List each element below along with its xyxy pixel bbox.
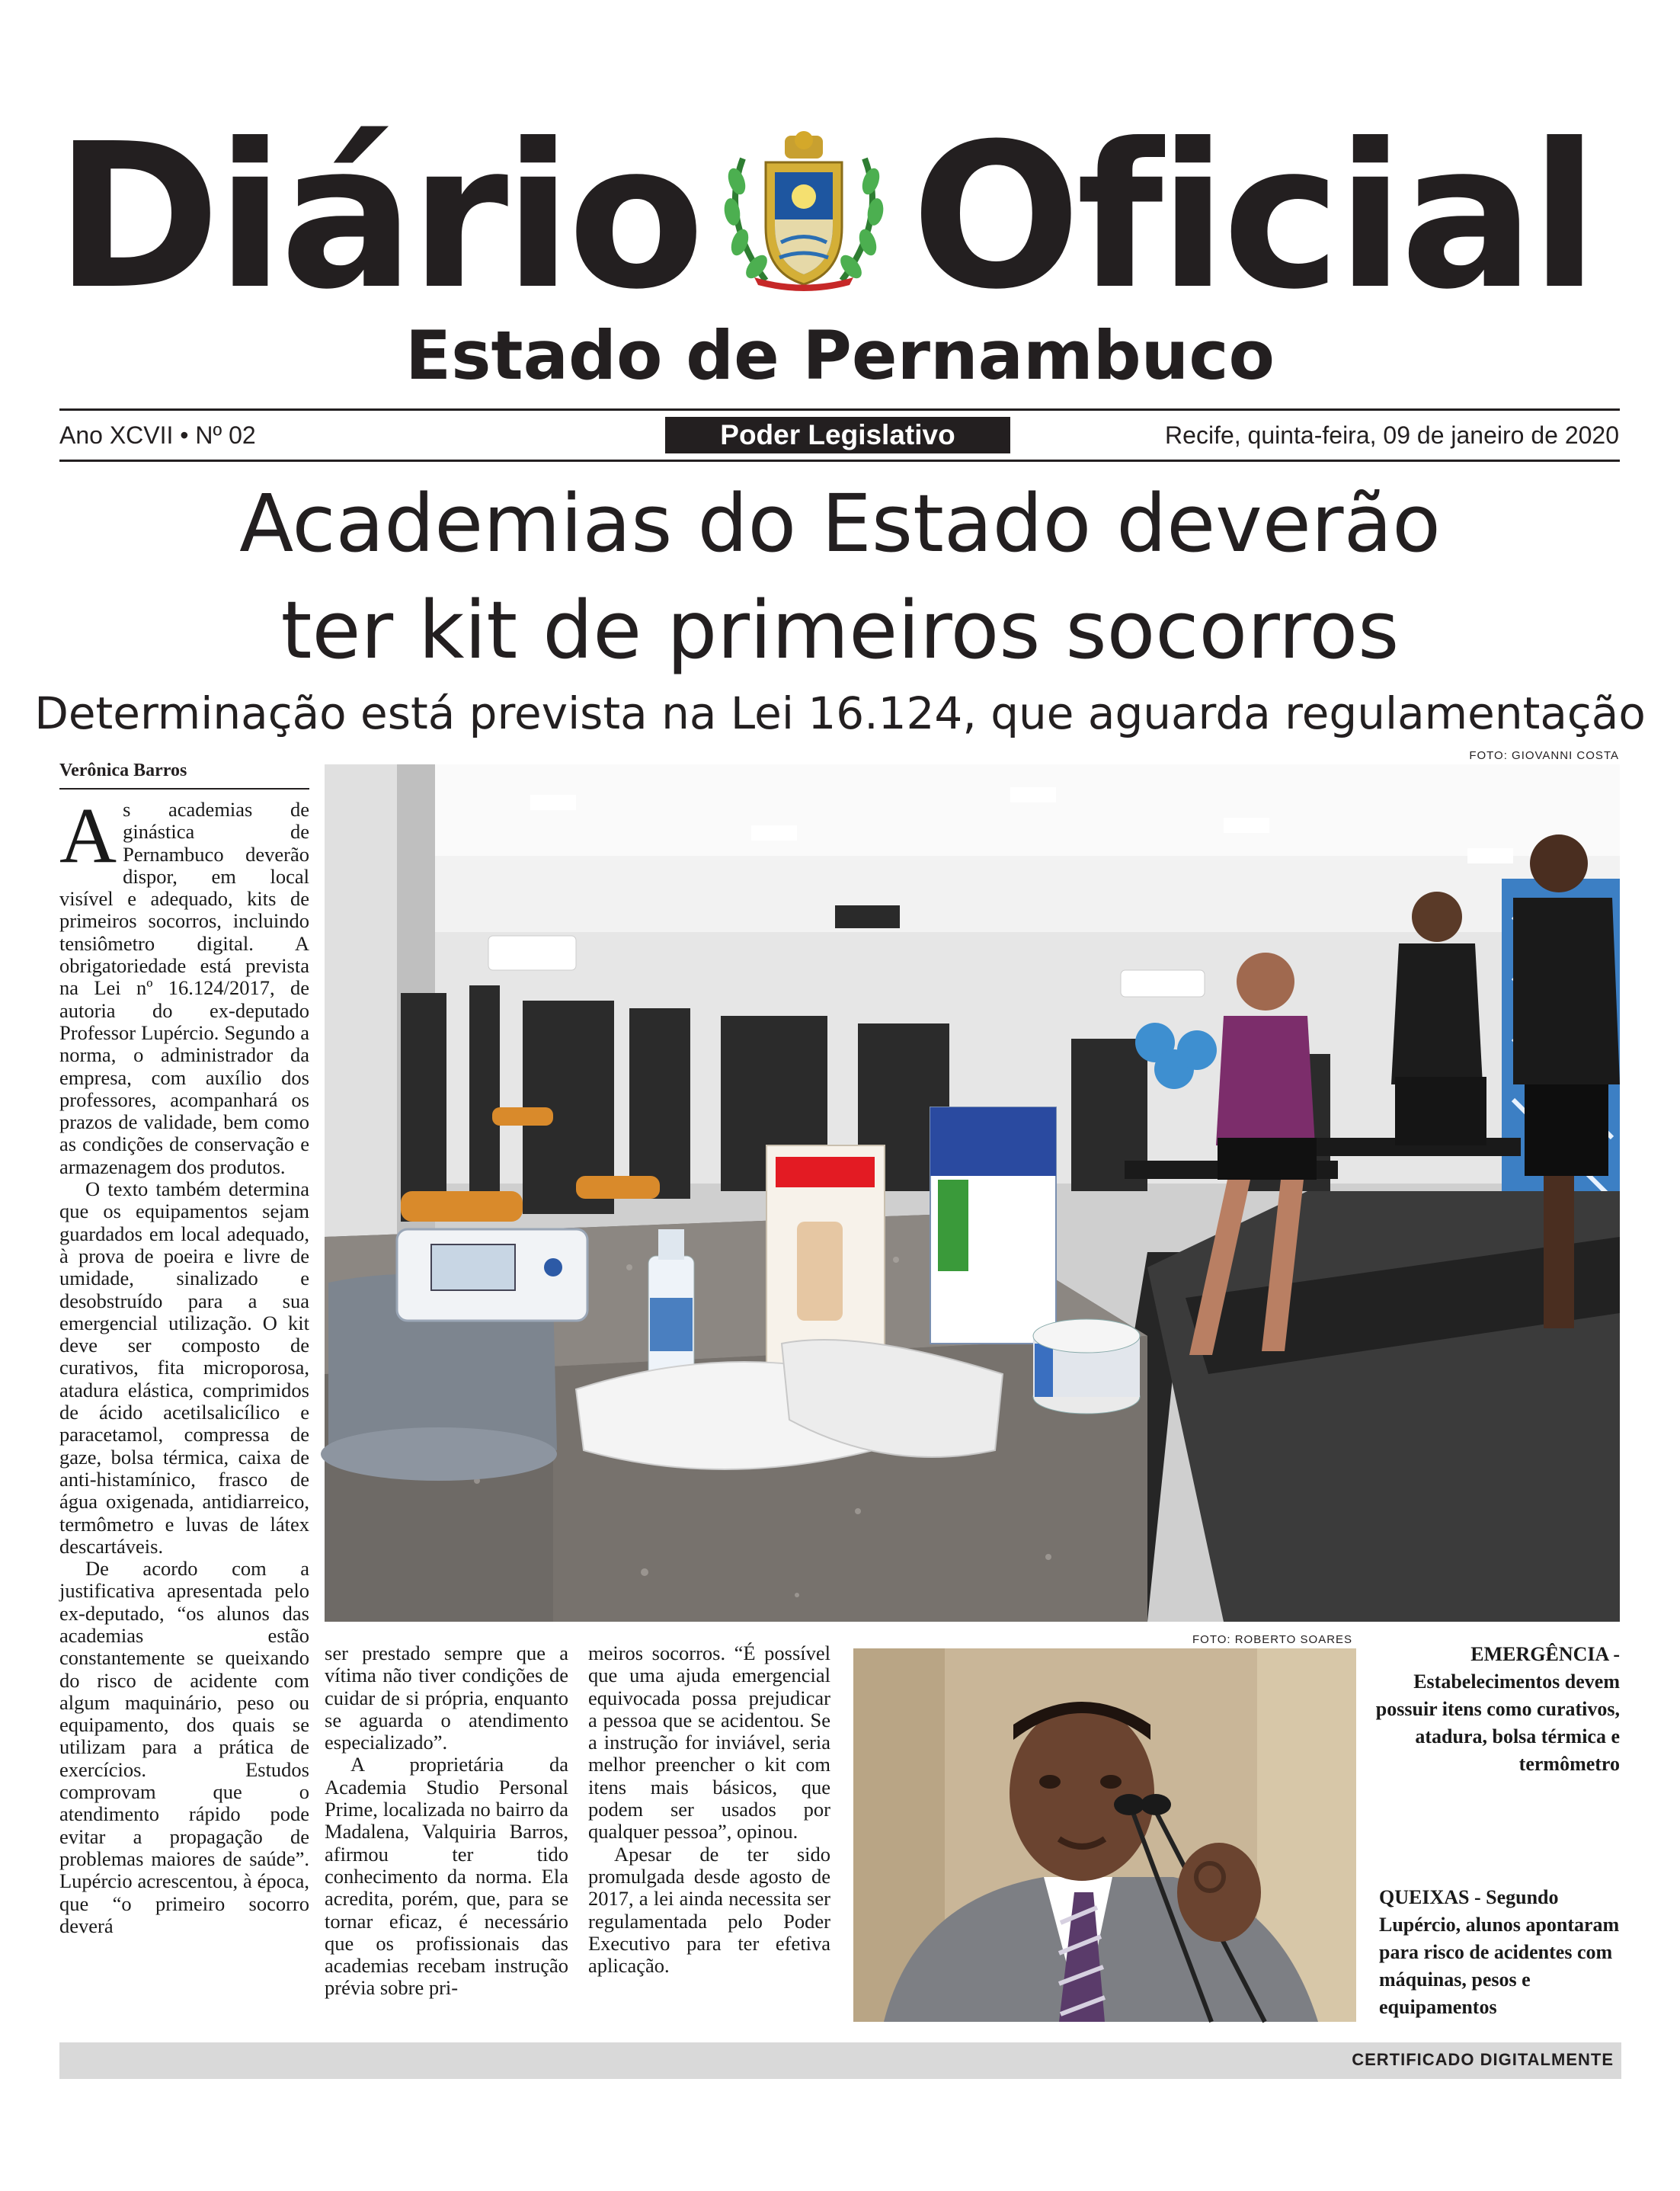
top-rule: [59, 408, 1620, 411]
masthead-title-left: Diário: [55, 101, 701, 333]
certified-label: CERTIFICADO DIGITALMENTE: [1352, 2050, 1614, 2069]
text-column-3: [588, 1642, 830, 2023]
second-photo: [853, 1648, 1356, 2022]
second-photo-credit: FOTO: ROBERTO SOARES: [1192, 1633, 1353, 1646]
paragraph: ser prestado sempre que a vítima não tiver condições de cuidar de si própria, enquanto se aguarda o atendimento especializado”.: [325, 1642, 568, 1754]
edition-issue: Ano XCVII • Nº 02: [59, 421, 256, 449]
paragraph: A proprietária da Academia Studio Personal Prime, localizada no bairro da Madalena, Valquiria Barros, afirmou ter tido conhecimento da norma. Ela acredita, porém, que, para se tornar eficaz, é necessário que os profissionais das academias recebam instrução prévia sobre pri-: [325, 1753, 568, 2000]
headline-line-2: ter kit de primeiros socorros: [280, 584, 1400, 677]
byline-rule: [59, 788, 309, 790]
paragraph: [59, 792, 309, 1178]
footer-bar: [59, 2042, 1621, 2079]
text-column-1: [59, 792, 309, 1937]
paragraph: O texto também determina que os equipamentos sejam guardados em local adequado, à prova de poeira e livre de umidade, sinalizado e desobstruído para a sua emergencial utilização. O kit deve ser composto de curativos, fita microporosa, atadura elástica, comprimidos de ácido acetilsalicílico e paracetamol, compressa de gaze, bolsa térmica, caixa de anti-histamínico, frasco de água oxigenada, antidiarreico, termômetro e luvas de látex descartáveis.: [59, 1177, 309, 1558]
paragraph: De acordo com a justificativa apresentada pelo ex-deputado, “os alunos das academias estão constantemente se queixando do risco de acidente com algum maquinário, peso ou equipamento, dos quais se utilizam para a prática de exercícios. Estudos comprovam que o atendimento rápido pode evitar a propagação de problemas maiores de saúde”. Lupércio acrescentou, à época, que “o primeiro socorro deverá: [59, 1557, 309, 1937]
edition-dateline: Recife, quinta-feira, 09 de janeiro de 2020: [1165, 421, 1619, 449]
text-column-2: [325, 1642, 568, 2023]
coat-of-arms-emblem: [712, 128, 895, 292]
main-photo: [325, 764, 1620, 1622]
second-photo-caption: QUEIXAS - Segundo Lupércio, alunos apontaram para risco de acidentes com máquinas, pesos e equipamentos: [1379, 1886, 1620, 2018]
headline-line-1: Academias do Estado deverão: [239, 477, 1441, 570]
bottom-rule: [59, 460, 1620, 462]
paragraph: meiros socorros. “É possível que uma ajuda emergencial equivocada possa prejudicar a pessoa que se acidentou. Se a instrução for inviável, seria melhor preencher o kit com itens mais básicos, que podem ser usados por qualquer pessoa”, opinou.: [588, 1642, 830, 1843]
section-badge: Poder Legislativo: [665, 417, 1010, 453]
main-photo-caption: EMERGÊNCIA - Estabelecimentos devem possuir itens como curativos, atadura, bolsa térmica e termômetro: [1375, 1643, 1620, 1775]
byline: Verônica Barros: [59, 761, 187, 780]
dropcap: A: [59, 792, 117, 879]
article-deck: Determinação está prevista na Lei 16.124, que aguarda regulamentação: [34, 687, 1646, 739]
paragraph: Apesar de ter sido promulgada desde agosto de 2017, a lei ainda necessita ser regulamentada pelo Poder Executivo para ter efetiva aplicação.: [588, 1842, 830, 1978]
masthead-subtitle: Estado de Pernambuco: [405, 316, 1275, 395]
masthead-title-right: Oficial: [911, 101, 1595, 333]
main-photo-credit: FOTO: GIOVANNI COSTA: [1469, 749, 1619, 762]
paragraph-text: s academias de ginástica de Pernambuco deverão dispor, em local visível e adequado, kits de primeiros socorros, incluindo tensiômetro digital. A obrigatoriedade está prevista na Lei nº 16.124/2017, de autoria do ex-deputado Professor Lupércio. Segundo a norma, o administrador da empresa, com auxílio dos professores, acompanhará os prazos de validade, bem como as condições de conservação e armazenagem dos produtos.: [59, 798, 309, 1178]
